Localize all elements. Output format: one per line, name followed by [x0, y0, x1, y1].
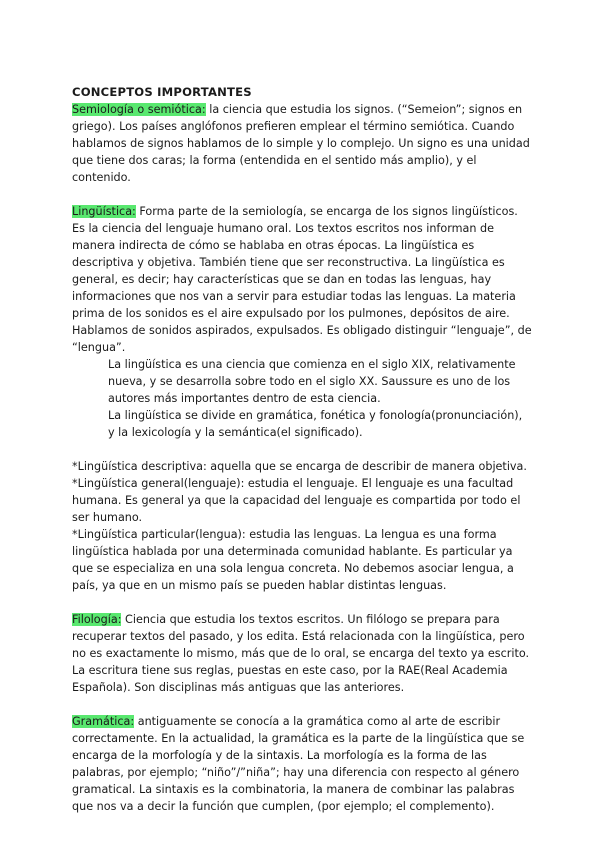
document-content [72, 84, 532, 815]
paragraph-linguistica [72, 203, 532, 356]
paragraph-linguistica-general: *Lingüística general(lenguaje): estudia el lenguaje. El lenguaje es una facultad humana. Es general ya que la capacidad del lenguaje es compartida por todo el ser humano. [72, 477, 521, 524]
term-semiologia: Semiología o semiótica: [72, 103, 206, 116]
paragraph-linguistica-indent-1: La lingüística es una ciencia que comienza en el siglo XIX, relativamente nueva, y se desarrolla sobre todo en el siglo XX. Saussure es uno de los autores más importantes dentro de esta ciencia. [108, 358, 516, 405]
paragraph-gramatica [72, 713, 532, 815]
term-filologia: Filología: [72, 613, 122, 626]
text-semiologia: la ciencia que estudia los signos. (“Semeion”; signos en griego). Los países anglófonos prefieren emplear el término semiótica. Cuando hablamos de signos hablamos de lo simple y lo complejo. Un signo es una unidad que tiene dos caras; la forma (entendida en el sentido más amplio), y el contenido. [72, 103, 530, 184]
paragraph-linguistica-particular: *Lingüística particular(lengua): estudia las lenguas. La lengua es una forma lingüística hablada por una determinada comunidad hablante. Es particular ya que se especializa en una sola lengua concreta. No debemos asociar lengua, a país, ya que en un mismo país se pueden hablar distintas lenguas. [72, 528, 514, 592]
paragraph-semiologia [72, 101, 532, 186]
text-filologia: Ciencia que estudia los textos escritos. Un filólogo se prepara para recuperar textos del pasado, y los edita. Está relacionada con la lingüística, pero no es exactamente lo mismo, más que de lo oral, se encarga del texto ya escrito. La escritura tiene sus reglas, puestas en este caso, por la RAE(Real Academia Española). Son disciplinas más antiguas que las anteriores. [72, 613, 530, 694]
paragraph-linguistica-descriptiva: *Lingüística descriptiva: aquella que se encarga de describir de manera objetiva. [72, 460, 527, 473]
term-gramatica: Gramática: [72, 715, 135, 728]
paragraph-filologia [72, 611, 532, 696]
text-linguistica: Forma parte de la semiología, se encarga de los signos lingüísticos. Es la ciencia del lenguaje humano oral. Los textos escritos nos informan de manera indirecta de cómo se hablaba en otras épocas. La lingüística es descriptiva y objetiva. También tiene que ser reconstructiva. La lingüística es general, es decir; hay características que se dan en todas las lenguas, hay informaciones que nos van a servir para estudiar todas las lenguas. La materia prima de los sonidos es el aire expulsado por los pulmones, depósitos de aire. Hablamos de sonidos aspirados, expulsados. Es obligado distinguir “lenguaje”, de “lengua”. [72, 205, 532, 354]
page-title: CONCEPTOS IMPORTANTES [72, 85, 252, 99]
term-linguistica: Lingüística: [72, 205, 136, 218]
paragraph-linguistica-indent-2: La lingüística se divide en gramática, fonética y fonología(pronunciación), y la lexicología y la semántica(el significado). [108, 409, 523, 439]
text-gramatica: antiguamente se conocía a la gramática como al arte de escribir correctamente. En la actualidad, la gramática es la parte de la lingüística que se encarga de la morfología y de la sintaxis. La morfología es la forma de las palabras, por ejemplo; “niño”/”niña”; hay una diferencia con respecto al género gramatical. La sintaxis es la combinatoria, la manera de combinar las palabras que nos va a decir la función que cumplen, (por ejemplo; el complemento). [72, 715, 525, 813]
